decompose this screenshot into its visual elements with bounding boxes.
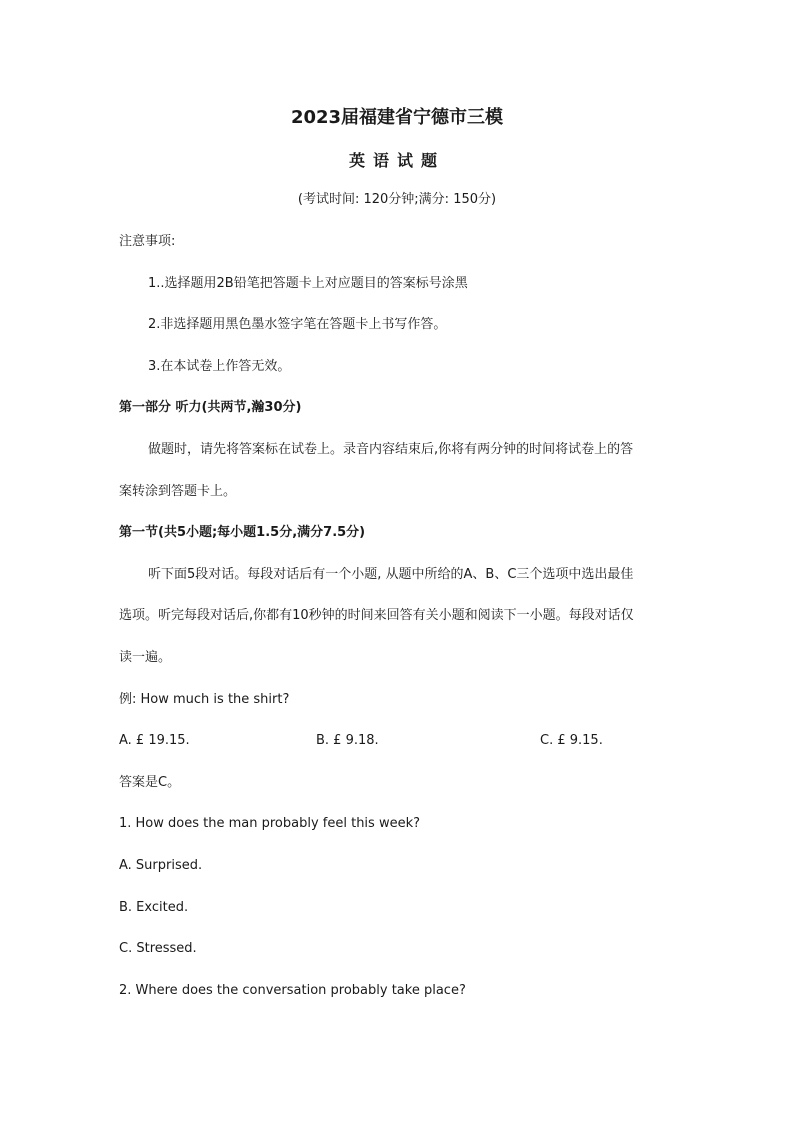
example-question: 例: How much is the shirt? <box>119 692 290 707</box>
exam-subject: 英语试题 <box>348 151 445 170</box>
example-answer: 答案是C。 <box>119 775 181 790</box>
note-item-3: 3.在本试卷上作答无效。 <box>148 359 291 374</box>
note-item-1: 1..选择题用2B铅笔把答题卡上对应题目的答案标号涂黑 <box>148 276 468 291</box>
exam-title: 2023届福建省宁德市三模 <box>290 107 504 128</box>
section1-instructions-line-1: 听下面5段对话。每段对话后有一个小题, 从题中所给的A、B、C三个选项中选出最佳 <box>148 567 634 582</box>
example-option-a: A. £ 19.15. <box>119 733 190 748</box>
section1-heading: 第一节(共5小题;每小题1.5分,满分7.5分) <box>119 525 366 540</box>
exam-info: (考试时间: 120分钟;满分: 150分) <box>297 192 497 207</box>
question-1-option-a: A. Surprised. <box>119 858 203 873</box>
part1-instructions-line-1: 做题时，请先将答案标在试卷上。录音内容结束后,你将有两分钟的时间将试卷上的答 <box>148 442 634 457</box>
part1-instructions-line-2: 案转涂到答题卡上。 <box>119 484 237 499</box>
question-1: 1. How does the man probably feel this week? <box>119 816 421 831</box>
question-1-option-c: C. Stressed. <box>119 941 197 956</box>
example-option-c: C. £ 9.15. <box>540 733 603 748</box>
section1-instructions-line-2: 选项。听完每段对话后,你都有10秒钟的时间来回答有关小题和阅读下一小题。每段对话仅 <box>119 608 634 623</box>
question-1-option-b: B. Excited. <box>119 900 189 915</box>
part1-heading: 第一部分 听力(共两节,瀚30分) <box>119 400 302 415</box>
question-2: 2. Where does the conversation probably take place? <box>119 983 466 998</box>
notes-heading: 注意事项: <box>119 234 176 249</box>
section1-instructions-line-3: 读一遍。 <box>119 650 172 665</box>
note-item-2: 2.非选择题用黑色墨水签字笔在答题卡上书写作答。 <box>148 317 447 332</box>
example-option-b: B. £ 9.18. <box>316 733 379 748</box>
